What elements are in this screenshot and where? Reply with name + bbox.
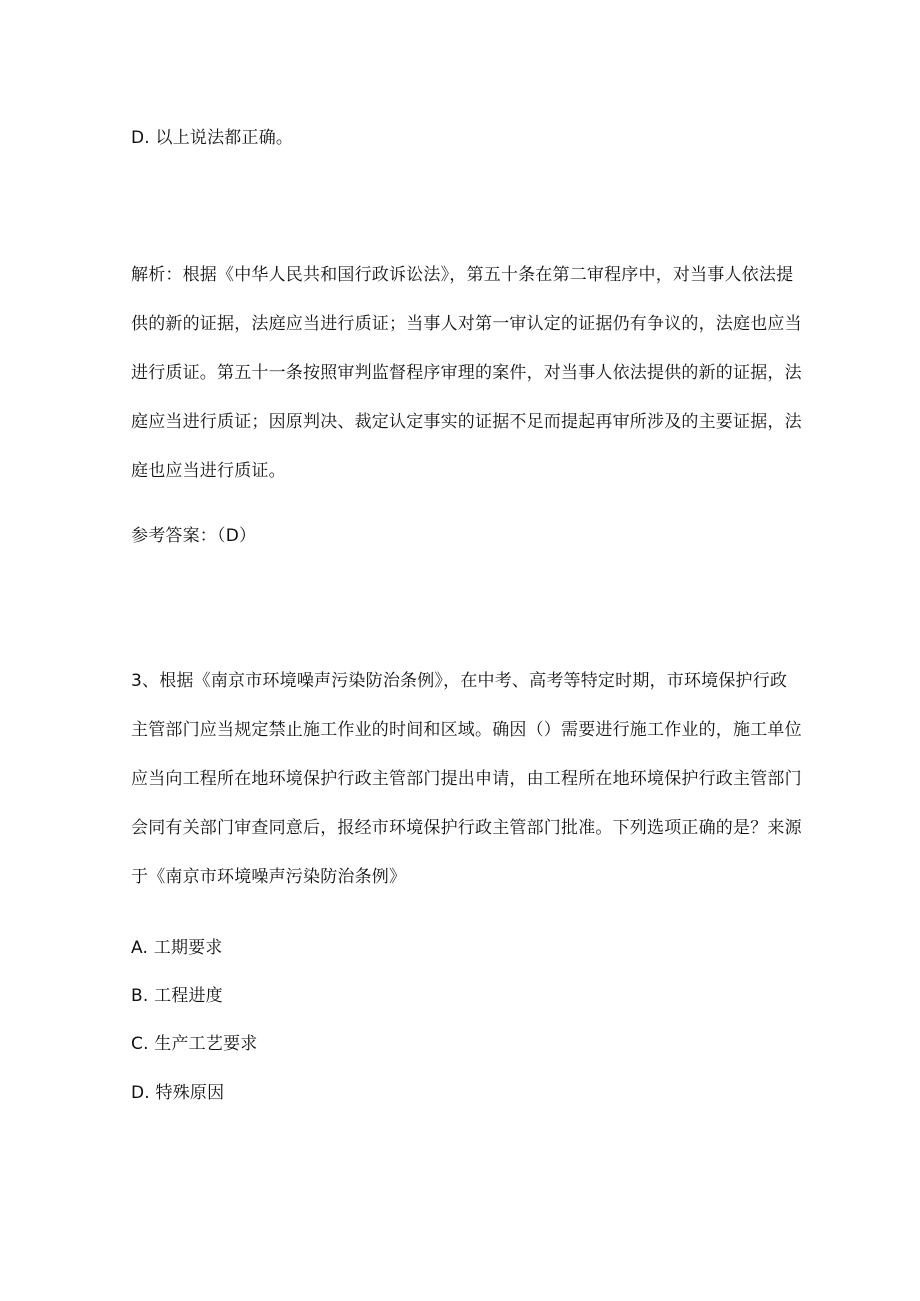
question-stem-line: 3、根据《南京市环境噪声污染防治条例》，在中考、高考等特定时期，市环境保护行政 bbox=[131, 671, 788, 691]
option-c: C. 生产工艺要求 bbox=[131, 1034, 258, 1054]
analysis-line: 庭应当进行质证；因原判决、裁定认定事实的证据不足而提起再审所涉及的主要证据，法 bbox=[131, 412, 802, 432]
question-stem-line: 会同有关部门审查同意后，报经市环境保护行政主管部门批准。下列选项正确的是？来源 bbox=[131, 818, 802, 838]
analysis-line: 供的新的证据，法庭应当进行质证；当事人对第一审认定的证据仍有争议的，法庭也应当 bbox=[131, 314, 802, 334]
analysis-line: 进行质证。第五十一条按照审判监督程序审理的案件，对当事人依法提供的新的证据，法 bbox=[131, 363, 802, 383]
analysis-line: 解析：根据《中华人民共和国行政诉讼法》，第五十条在第二审程序中，对当事人依法提 bbox=[131, 265, 794, 285]
question-stem-line: 主管部门应当规定禁止施工作业的时间和区域。确因（）需要进行施工作业的，施工单位 bbox=[131, 720, 802, 740]
question-stem-line: 应当向工程所在地环境保护行政主管部门提出申请，由工程所在地环境保护行政主管部门 bbox=[131, 769, 802, 789]
option-b: B. 工程进度 bbox=[131, 986, 223, 1006]
question-stem-line: 于《南京市环境噪声污染防治条例》 bbox=[131, 867, 407, 887]
option-a: A. 工期要求 bbox=[131, 938, 223, 958]
prev-option-d: D. 以上说法都正确。 bbox=[131, 128, 294, 148]
analysis-line: 庭也应当进行质证。 bbox=[131, 461, 286, 481]
reference-answer: 参考答案：（D） bbox=[131, 526, 257, 546]
option-d: D. 特殊原因 bbox=[131, 1083, 225, 1103]
